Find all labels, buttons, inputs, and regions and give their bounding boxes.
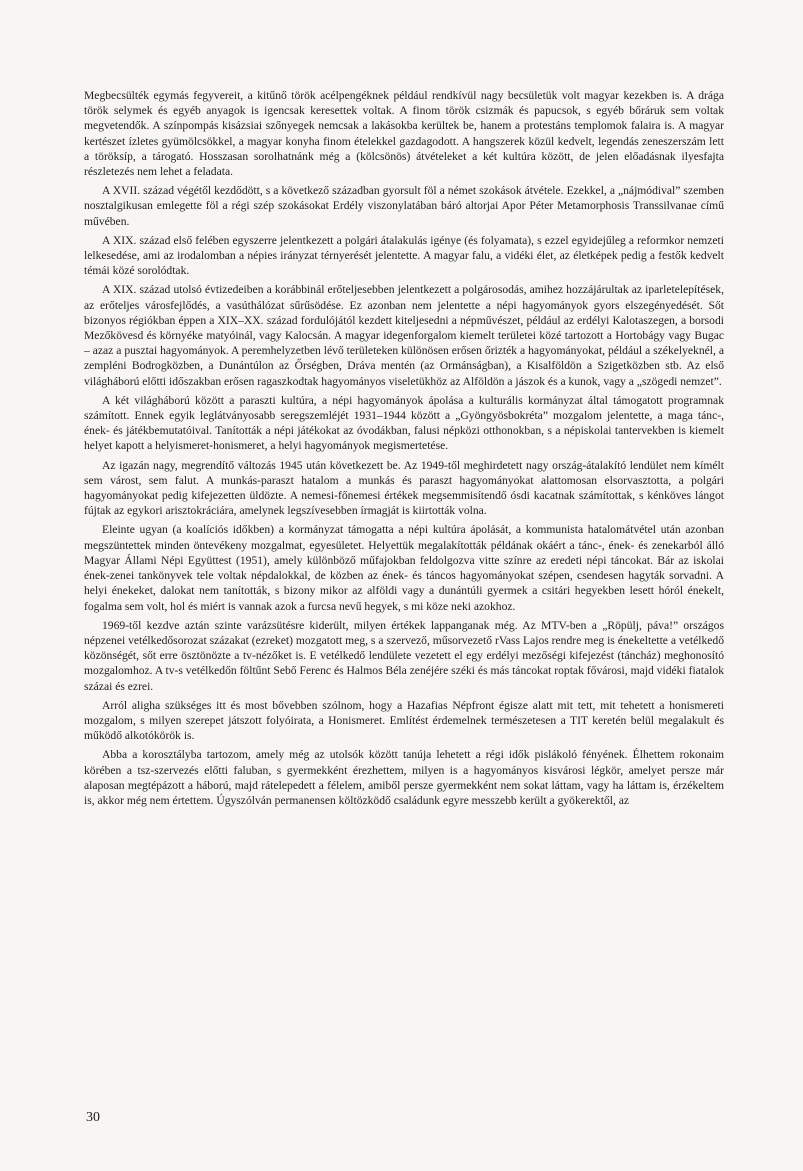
paragraph-5: A két világháború között a paraszti kultúra, a népi hagyományok ápolása a kulturális kormányzat által támogatott programnak számított. Ennek egyik leglátványosabb seregszemléjét 1931–1944 között a „Gyöngyösbokréta” mozgalom jelentette, a maga tánc-, ének- és játékbemutatóival. Tanították a népi játékokat az óvodákban, falusi népközi otthonokban, s a népiskolai tantervekben is kiemelt helyet kapott a helyismeret-honismeret, a helyi hagyományok megismertetése. [84,393,724,453]
paragraph-8: 1969-től kezdve aztán szinte varázsütésre kiderült, milyen értékek lappanganak még. Az MTV-ben a „Röpülj, páva!” országos népzenei vetélkedősorozat százakat (ezreket) mozgatott meg, s a szervező, műsorvezető rVass Lajos rendre meg is énekeltette a vetélkedő közönségét, sőt erre ösztönözte a tv-nézőket is. E vetélkedő lendülete vezetett el egy erdélyi mezőségi kifejezést (táncház) meghonosító mozgalomhoz. A tv-s vetélkedőn föltűnt Sebő Ferenc és Halmos Béla zenéjére széki és más táncokat roptak fővárosi, majd vidéki fiatalok százai és ezrei. [84,618,724,693]
paragraph-1: Megbecsülték egymás fegyvereit, a kitűnő török acélpengéknek például rendkívül nagy becsületük volt magyar kezekben is. A drága török selymek és egyéb anyagok is igencsak keresettek voltak. A finom török csizmák és papucsok, s egyéb bőráruk sem voltak megvetendők. A színpompás kisázsiai szőnyegek nemcsak a lakásokba kerültek be, hanem a protestáns templomok falaira is. A magyar kertészet ízletes gyümölcsökkel, a magyar konyha finom ételekkel gazdagodott. A hangszerek közül kedvelt, legendás zeneszerszám lett a töröksíp, a tárogató. Hosszasan sorolhatnánk még a (kölcsönös) átvételeket a két kultúra között, de jelen előadásnak ilyesfajta részletezés nem lehet a feladata. [84,89,724,179]
paragraph-2: A XVII. század végétől kezdődött, s a következő században gyorsult föl a német szokások átvétele. Ezekkel, a „nájmódival” szemben nosztalgikusan emlegette föl a régi szép szokásokat Erdély viszonylatában báró altorjai Apor Péter Metamorphosis Transsilvanae című művében. [84,184,724,228]
paragraph-3: A XIX. század első felében egyszerre jelentkezett a polgári átalakulás igénye (és folyamata), s ezzel egyidejűleg a reformkor nemzeti lelkesedése, ami az irodalomban a népies irányzat térnyerését jelentette. A magyar falu, a vidéki élet, az életképek pedig a festők kedvelt témái közé sorolódtak. [84,233,724,278]
paragraph-7: Eleinte ugyan (a koalíciós időkben) a kormányzat támogatta a népi kultúra ápolását, a kommunista hatalomátvétel után azonban megszüntettek minden öntevékeny mozgalmat, egyesületet. Helyettük megalakították példának okáért a tánc-, ének- és zenekarból álló Magyar Állami Népi Együttest (1951), amely különböző műfajokban feldolgozva vitte színre az eredeti népi táncokat. Bár az iskolai ének-zenei tankönyvek tele voltak népdalokkal, de közben az ének- és táncos hagyományokat szépen, csendesen hagyták sorvadni. A helyi énekeket, dalokat nem tanították, s bizony mikor az alföldi vagy a dunántúli gyermek a csitári hegyekben lesett hóról énekelt, fogalma sem volt, hol és miért is vannak azok a furcsa nevű hegyek, s mi köze neki azokhoz. [84,523,724,613]
body-text [84,88,724,812]
paragraph-4: A XIX. század utolsó évtizedeiben a korábbinál erőteljesebben jelentkezett a polgárosodás, amihez hozzájárultak az iparletelepítések, az erőteljes városfejlődés, a vasúthálózat sűrűsödése. Ez azonban nem jelentette a népi hagyományok gyors elszegényedését. Sőt bizonyos régiókban éppen a XIX–XX. század fordulójától kezdett kiteljesedni a népművészet, például az erdélyi Kalotaszegen, a borsodi Mezőkövesd és környéke matyóinál, vagy Kalocsán. A magyar idegenforgalom kiemelt területei közé tartozott a Hortobágy vagy Bugac – azaz a pusztai hagyományok. A peremhelyzetben lévő területeken különösen erősen őrizték a hagyományokat, például a székelyeknél, a zempléni Bodrogközben, a Dunántúlon az Őrségben, Dráva mentén (az Ormánságban), a Kisalföldön a Szigetközben stb. Az első világháború előtti időszakban erősen ragaszkodtak hagyományos viseletükhöz az Alföldön a jászok és a kunok, vagy a „szögedi nemzet”. [84,283,724,388]
paragraph-9: Arról aligha szükséges itt és most bővebben szólnom, hogy a Hazafias Népfront égisze alatt mit tett, mit tehetett a honismereti mozgalom, s milyen szerepet játszott folyóirata, a Honismeret. Említést érdemelnek természetesen a TIT keretén belül megalakult és működő alkotókörök is. [84,698,724,743]
page-number: 30 [86,1110,100,1125]
paragraph-6: Az igazán nagy, megrendítő változás 1945 után következett be. Az 1949-től meghirdetett nagy ország-átalakító lendület nem kímélt sem várost, sem falut. A munkás-paraszt hatalom a munkás és paraszt hagyományokat alattomosan elsorvasztotta, a polgári hagyományokat pedig kifejezetten üldözte. A nemesi-főnemesi értékek megsemmisítendő ósdi kacatnak számítottak, s kénköves lángot fújtak az egykori arisztokráciára, amelynek legszívesebben írmagját is kiirtották volna. [84,458,724,518]
paragraph-10: Abba a korosztályba tartozom, amely még az utolsók között tanúja lehetett a régi idők pislákoló fényének. Élhettem rokonaim körében a tsz-szervezés előtti faluban, s gyermekként érezhettem, milyen is a hagyományos kisvárosi légkör, amelyet persze már alaposan megtépázott a háború, majd rátelepedett a félelem, amiből persze gyermekként nem sokat láttam, vagy ha láttam is, érzékeltem is, akkor még nem értettem. Úgyszólván permanensen költözködő családunk egyre messzebb került a gyökerektől, az [84,748,724,807]
